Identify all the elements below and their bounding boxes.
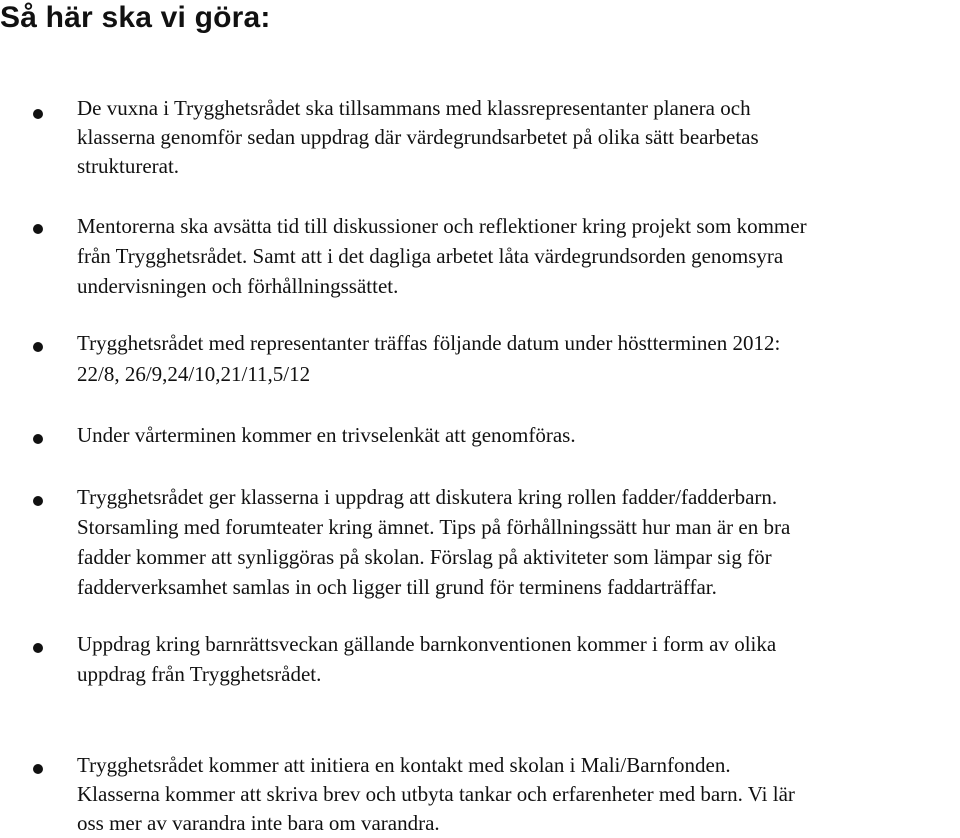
bullet-icon [33,643,43,653]
list-item-text: Uppdrag kring barnrättsveckan gällande barnkonventionen kommer i form av olika [77,632,777,656]
list-item-text: fadder kommer att synliggöras på skolan. Förslag på aktiviteter som lämpar sig för [77,545,772,569]
list-item-text: uppdrag från Trygghetsrådet. [77,662,322,686]
bullet-icon [33,342,43,352]
document-heading: Så här ska vi göra: [0,1,271,34]
list-item-text: oss mer av varandra inte bara om varandra. [77,811,440,835]
list-item-text: undervisningen och förhållningssättet. [77,274,399,298]
bullet-icon [33,224,43,234]
bullet-icon [33,434,43,444]
bullet-icon [33,109,43,119]
list-item-text: fadderverksamhet samlas in och ligger till grund för terminens faddarträffar. [77,575,717,599]
list-item-text: Trygghetsrådet ger klasserna i uppdrag att diskutera kring rollen fadder/fadderbarn. [77,485,778,509]
list-item-text: klasserna genomför sedan uppdrag där värdegrundsarbetet på olika sätt bearbetas [77,125,759,149]
bullet-icon [33,764,43,774]
list-item-text: De vuxna i Trygghetsrådet ska tillsammans med klassrepresentanter planera och [77,96,751,120]
list-item-text: Trygghetsrådet kommer att initiera en kontakt med skolan i Mali/Barnfonden. [77,753,731,777]
list-item-text: Klasserna kommer att skriva brev och utbyta tankar och erfarenheter med barn. Vi lär [77,782,795,806]
list-item-text: Storsamling med forumteater kring ämnet. Tips på förhållningssätt hur man är en bra [77,515,791,539]
list-item-text: Trygghetsrådet med representanter träffas följande datum under höstterminen 2012: [77,331,781,355]
list-item-text: från Trygghetsrådet. Samt att i det dagliga arbetet låta värdegrundsorden genomsyra [77,244,784,268]
bullet-icon [33,496,43,506]
list-item-text: strukturerat. [77,154,180,178]
list-item-text: 22/8, 26/9,24/10,21/11,5/12 [77,362,311,386]
list-item-text: Mentorerna ska avsätta tid till diskussioner och reflektioner kring projekt som kommer [77,214,807,238]
list-item-text: Under vårterminen kommer en trivselenkät att genomföras. [77,423,576,447]
